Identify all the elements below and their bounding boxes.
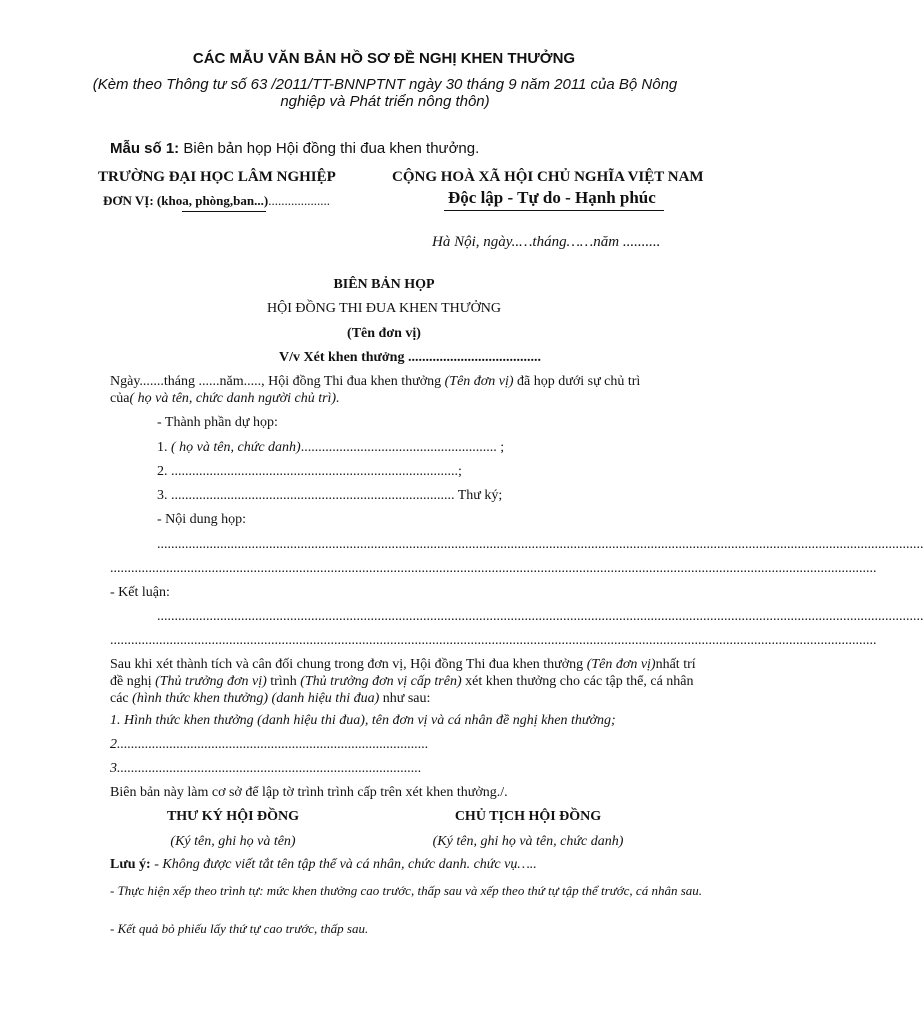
proposal-text-4: xét khen thưởng cho các tập thể, cá nhân các: [110, 674, 694, 706]
unit-underline: [182, 211, 266, 212]
note-1: - Không được viết tắt tên tập thể và cá nhân, chức danh. chức vụ…..: [150, 857, 537, 872]
document-title: CÁC MẪU VĂN BẢN HỒ SƠ ĐỀ NGHỊ KHEN THƯỞNG: [192, 50, 576, 67]
proposal-head: (Thủ trưởng đơn vị): [155, 674, 267, 689]
intro-text-end: đã họp dưới sự chủ trì: [513, 374, 641, 389]
form-label: Mẫu số 1:: [110, 140, 180, 157]
attendees-label: - Thành phần dự họp:: [157, 415, 278, 430]
note-3: - Kết quả bỏ phiếu lấy thứ tự cao trước, thấp sau.: [110, 921, 369, 936]
attendee-1-dots: ........................................................ ;: [300, 440, 505, 455]
form-line: [110, 140, 479, 157]
attendee-1-placeholder: ( họ và tên, chức danh): [171, 440, 301, 455]
proposal-text-3: trình: [266, 674, 301, 689]
motto-underline: [444, 210, 664, 211]
note-label: Lưu ý:: [110, 857, 151, 872]
basis-line: Biên bản này làm cơ sở để lập tờ trình trình cấp trên xét khen thưởng./.: [110, 785, 508, 800]
subject-dots: ......................................: [404, 350, 541, 365]
chair-note: (Ký tên, ghi họ và tên, chức danh): [432, 834, 624, 849]
subject-line: [0, 350, 820, 366]
unit-line: [103, 193, 330, 209]
note-line-1: [110, 857, 537, 873]
note-2: - Thực hiện xếp theo trình tự: mức khen thưởng cao trước, thấp sau và xếp theo thứ tự tập thể trước, cá nhân sau.: [110, 883, 703, 898]
secretary-note: (Ký tên, ghi họ và tên): [170, 834, 296, 849]
proposal-text-5: như sau:: [379, 691, 431, 706]
school-name: TRƯỜNG ĐẠI HỌC LÂM NGHIỆP: [98, 169, 336, 185]
conclusion-dots-2: ...........................................................................................................................................................................................................................: [110, 633, 877, 648]
proposal-text-1: Sau khi xét thành tích và cân đối chung trong đơn vị, Hội đồng Thi đua khen thưởng: [110, 657, 587, 672]
subject-label: V/v Xét khen thưởng: [279, 350, 405, 365]
proposal-paragraph: [110, 656, 710, 707]
minutes-title: BIÊN BẢN HỌP: [333, 277, 435, 292]
proposal-text-2: nhất trí đề nghị: [110, 657, 696, 689]
intro-line-1: [110, 374, 640, 390]
intro-chair: ( họ và tên, chức danh người chủ trì).: [129, 391, 340, 406]
form-description: Biên bản họp Hội đồng thi đua khen thưởng.: [179, 140, 480, 157]
proposal-unit: (Tên đơn vị): [586, 657, 656, 672]
council-name: HỘI ĐỒNG THI ĐUA KHEN THƯỞNG: [267, 301, 501, 316]
chair-title: CHỦ TỊCH HỘI ĐỒNG: [454, 809, 602, 824]
unit-label: ĐƠN VỊ: (khoa, phòng,ban...): [103, 193, 269, 208]
award-item-2: 2.........................................................................................: [110, 737, 429, 752]
attendee-1-num: 1.: [157, 440, 171, 455]
intro-line-2: [110, 391, 340, 407]
national-header: CỘNG HOÀ XÃ HỘI CHỦ NGHĨA VIỆT NAM: [392, 169, 704, 185]
intro-unit: (Tên đơn vị): [444, 374, 514, 389]
content-label: - Nội dung họp:: [157, 512, 247, 527]
unit-dots: ...................: [268, 193, 330, 208]
document-subtitle: (Kèm theo Thông tư số 63 /2011/TT-BNNPTNT ngày 30 tháng 9 năm 2011 của Bộ Nông nghiệp và Phát triển nông thôn): [92, 76, 678, 110]
proposal-superior: (Thủ trưởng đơn vị cấp trên): [300, 674, 462, 689]
national-motto: Độc lập - Tự do - Hạnh phúc: [448, 188, 656, 207]
unit-name-placeholder: (Tên đơn vị): [347, 326, 421, 341]
content-dots-1: ...........................................................................................................................................................................................................................: [157, 537, 924, 552]
attendee-1: [157, 440, 504, 456]
secretary-title: THƯ KÝ HỘI ĐỒNG: [166, 809, 300, 824]
conclusion-label: - Kết luận:: [110, 585, 170, 600]
attendee-2: 2. ..................................................................................;: [157, 464, 462, 479]
conclusion-dots-1: ...........................................................................................................................................................................................................................: [157, 609, 924, 624]
proposal-award: (hình thức khen thưởng) (danh hiệu thi đua): [132, 691, 380, 706]
attendee-3: 3. ................................................................................. Thư ký;: [157, 488, 503, 503]
content-dots-2: ...........................................................................................................................................................................................................................: [110, 561, 877, 576]
intro-of: của: [110, 391, 130, 406]
award-item-1: 1. Hình thức khen thưởng (danh hiệu thi đua), tên đơn vị và cá nhân đề nghị khen thưởng;: [110, 713, 616, 728]
place-date: Hà Nội, ngày..…tháng……năm ..........: [432, 234, 661, 250]
intro-text: Ngày.......tháng ......năm....., Hội đồng Thi đua khen thưởng: [110, 374, 445, 389]
award-item-3: 3.......................................................................................: [110, 761, 422, 776]
